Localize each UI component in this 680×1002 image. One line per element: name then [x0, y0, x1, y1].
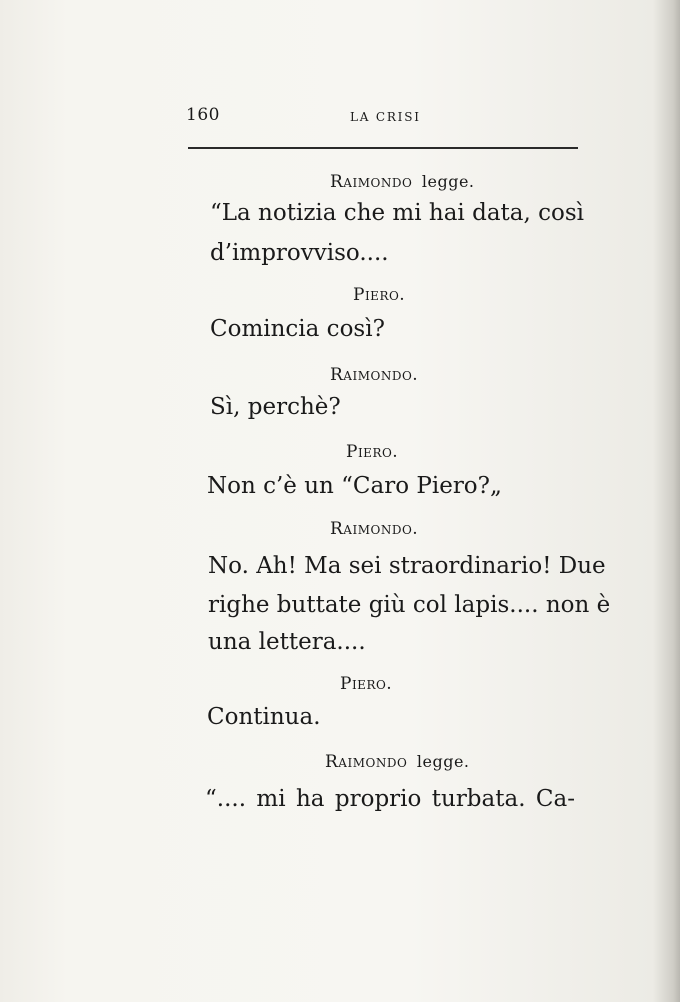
speaker-name: Raimondo [325, 752, 408, 772]
header-rule [188, 147, 578, 149]
speaker-heading [330, 172, 475, 192]
page-number: 160 [186, 105, 220, 125]
dialogue-line: “La notizia che mi hai data, così [210, 200, 584, 226]
speaker-heading [353, 285, 405, 305]
speaker-name: Piero. [346, 442, 399, 462]
running-title: LA CRISI [350, 110, 421, 124]
stage-direction: legge. [421, 172, 475, 191]
dialogue-line: Non c’è un “Caro Piero?„ [207, 473, 502, 499]
speaker-name: Raimondo. [330, 365, 419, 385]
dialogue-line: No. Ah! Ma sei straordinario! Due [208, 553, 606, 579]
speaker-heading [346, 442, 398, 462]
dialogue-line: righe buttate giù col lapis.... non è [208, 592, 611, 618]
speaker-name: Piero. [353, 285, 406, 305]
speaker-name: Piero. [340, 674, 393, 694]
dialogue-line: Continua. [207, 704, 321, 730]
dialogue-line: Sì, perchè? [210, 394, 341, 420]
dialogue-line: d’improvviso.... [210, 240, 389, 266]
speaker-name: Raimondo [330, 172, 413, 192]
dialogue-line: “.... mi ha proprio turbata. Ca- [205, 786, 575, 812]
dialogue-line: Comincia così? [210, 316, 385, 342]
speaker-heading [325, 752, 470, 772]
speaker-heading [340, 674, 392, 694]
stage-direction: legge. [416, 752, 470, 771]
speaker-heading [330, 519, 418, 539]
dialogue-line: una lettera.... [208, 629, 366, 655]
speaker-heading [330, 365, 418, 385]
speaker-name: Raimondo. [330, 519, 419, 539]
